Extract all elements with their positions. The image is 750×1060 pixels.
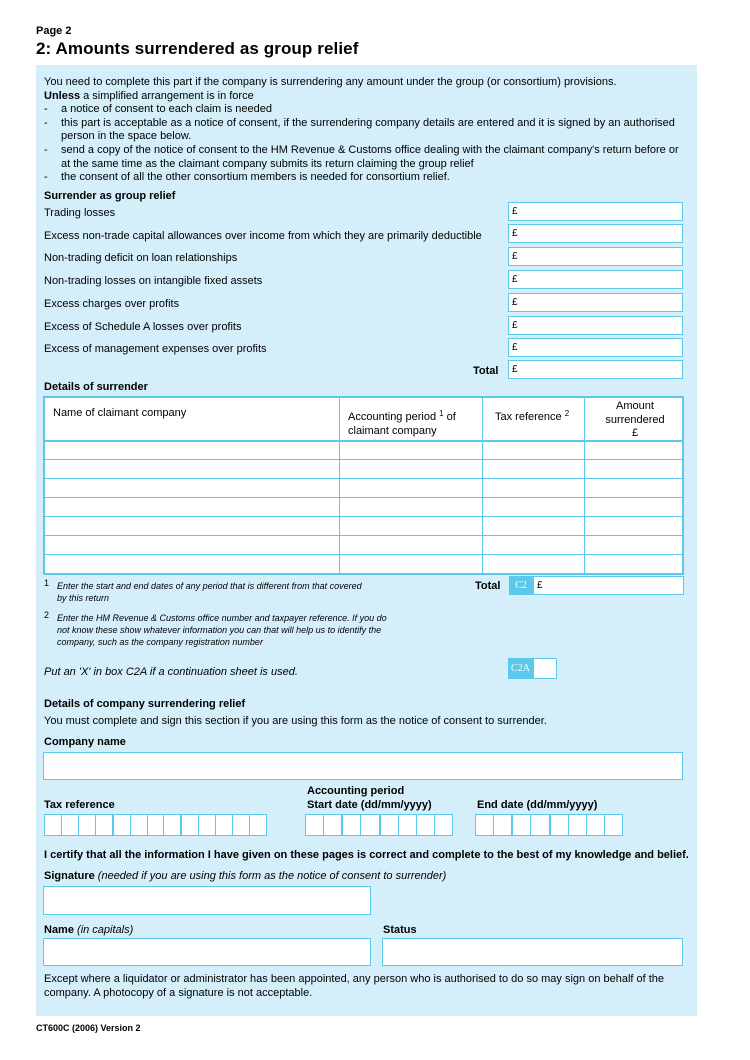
schedule-a-label: Excess of Schedule A losses over profits <box>44 321 242 333</box>
table-row[interactable] <box>45 535 682 536</box>
pound-sign: £ <box>512 297 518 308</box>
note1-number: 1 <box>44 578 50 588</box>
status-label: Status <box>383 924 417 936</box>
management-expenses-label: Excess of management expenses over profits <box>44 343 267 355</box>
section-title: 2: Amounts surrendered as group relief <box>36 39 359 58</box>
tax-reference-label: Tax reference <box>44 799 115 811</box>
pound-sign: £ <box>512 320 518 331</box>
pound-sign: £ <box>512 206 518 217</box>
table-row[interactable] <box>45 459 682 460</box>
dash-icon: - <box>44 171 48 184</box>
column-divider <box>339 398 340 573</box>
intro-bullet: - this part is acceptable as a notice of consent, if the surrendering company details are entered and it is signed by an authorised person in the space below. <box>44 116 675 143</box>
intro-bullet: - a notice of consent to each claim is needed <box>44 103 272 116</box>
intro-text <box>44 76 684 185</box>
note2-text: Enter the HM Revenue & Customs office number and taxpayer reference. If you do not know these show whatever information you can that will help us to identify the company, such as the company registration number <box>57 613 387 647</box>
management-expenses-field[interactable] <box>508 338 683 357</box>
schedule-a-field[interactable] <box>508 316 683 335</box>
intro-bullet: - send a copy of the notice of consent to the HM Revenue & Customs office dealing with the claimant company's return before or at the same time as the claimant company submits its return claiming the group relief <box>44 143 679 170</box>
capital-allowances-field[interactable] <box>508 224 683 243</box>
capital-allowances-label: Excess non-trade capital allowances over income from which they are primarily deductible <box>44 230 482 242</box>
excess-charges-field[interactable] <box>508 293 683 312</box>
signature-label: Signature (needed if you are using this form as the notice of consent to surrender) <box>44 870 447 882</box>
table-row[interactable] <box>45 497 682 498</box>
tax-reference-digits[interactable] <box>44 814 267 836</box>
surrender-total-label: Total <box>473 365 499 377</box>
claimant-table <box>43 396 684 575</box>
intangible-losses-label: Non-trading losses on intangible fixed assets <box>44 275 263 287</box>
table-row[interactable] <box>45 516 682 517</box>
company-heading: Details of company surrendering relief <box>44 698 246 710</box>
trading-losses-field[interactable] <box>508 202 683 221</box>
page-number: Page 2 <box>36 25 72 37</box>
surrender-heading: Surrender as group relief <box>44 190 176 202</box>
company-name-field[interactable] <box>43 752 683 780</box>
header-divider <box>45 440 682 442</box>
form-footer: CT600C (2006) Version 2 <box>36 1023 141 1033</box>
dash-icon: - <box>44 116 48 129</box>
details-total-label: Total <box>475 580 501 592</box>
loan-deficit-label: Non-trading deficit on loan relationships <box>44 252 238 264</box>
note2-number: 2 <box>44 610 50 620</box>
name-label: Name (in capitals) <box>44 924 134 936</box>
details-total-field[interactable] <box>533 576 684 595</box>
dash-icon: - <box>44 143 48 156</box>
pound-sign: £ <box>512 342 518 353</box>
amount-surrendered-header: Amount surrendered £ <box>605 400 665 439</box>
intro-line2 <box>44 90 684 104</box>
pound-sign: £ <box>537 580 543 591</box>
pound-sign: £ <box>512 364 518 375</box>
accounting-period-header: Accounting period $^1$ of claimant company <box>348 409 456 437</box>
end-date-digits[interactable] <box>475 814 623 836</box>
pound-sign: £ <box>512 251 518 262</box>
certification-text: I certify that all the information I have given on these pages is correct and complete to the best of my knowledge and belief. <box>44 849 689 861</box>
excess-charges-label: Excess charges over profits <box>44 298 180 310</box>
continuation-checkbox[interactable] <box>533 658 557 679</box>
trading-losses-label: Trading losses <box>44 207 116 219</box>
box-c2-label: C2 <box>509 576 533 595</box>
start-date-digits[interactable] <box>305 814 453 836</box>
company-name-label: Company name <box>44 736 126 748</box>
start-date-label: Start date (dd/mm/yyyy) <box>307 799 432 811</box>
details-heading: Details of surrender <box>44 381 148 393</box>
tax-reference-header: Tax reference $^2$ <box>495 409 570 423</box>
claimant-name-header: Name of claimant company <box>53 407 187 419</box>
unless-label: Unless <box>44 89 81 102</box>
pound-sign: £ <box>512 274 518 285</box>
company-instruction: You must complete and sign this section if you are using this form as the notice of consent to surrender. <box>44 715 547 727</box>
note1-text: Enter the start and end dates of any period that is different from that covered by this return <box>57 581 362 603</box>
table-row[interactable] <box>45 478 682 479</box>
closing-text: Except where a liquidator or administrator has been appointed, any person who is authorised to do so may sign on behalf of the company. A photocopy of a signature is not acceptable. <box>44 973 665 999</box>
continuation-text: Put an 'X' in box C2A if a continuation sheet is used. <box>44 666 298 678</box>
loan-deficit-field[interactable] <box>508 247 683 266</box>
box-c2a-label: C2A <box>508 658 533 679</box>
intro-bullet: - the consent of all the other consortium members is needed for consortium relief. <box>44 171 450 184</box>
accounting-period-label: Accounting period <box>307 785 405 797</box>
pound-sign: £ <box>512 228 518 239</box>
name-field[interactable] <box>43 938 371 966</box>
dash-icon: - <box>44 103 48 116</box>
status-field[interactable] <box>382 938 683 966</box>
surrender-total-field[interactable] <box>508 360 683 379</box>
intangible-losses-field[interactable] <box>508 270 683 289</box>
intro-line2-rest: a simplified arrangement is in force <box>80 89 254 102</box>
end-date-label: End date (dd/mm/yyyy) <box>477 799 598 811</box>
signature-field[interactable] <box>43 886 371 915</box>
table-row[interactable] <box>45 554 682 555</box>
intro-line1: You need to complete this part if the company is surrendering any amount under the group (or consortium) provisions. <box>44 76 617 88</box>
column-divider <box>482 398 483 573</box>
